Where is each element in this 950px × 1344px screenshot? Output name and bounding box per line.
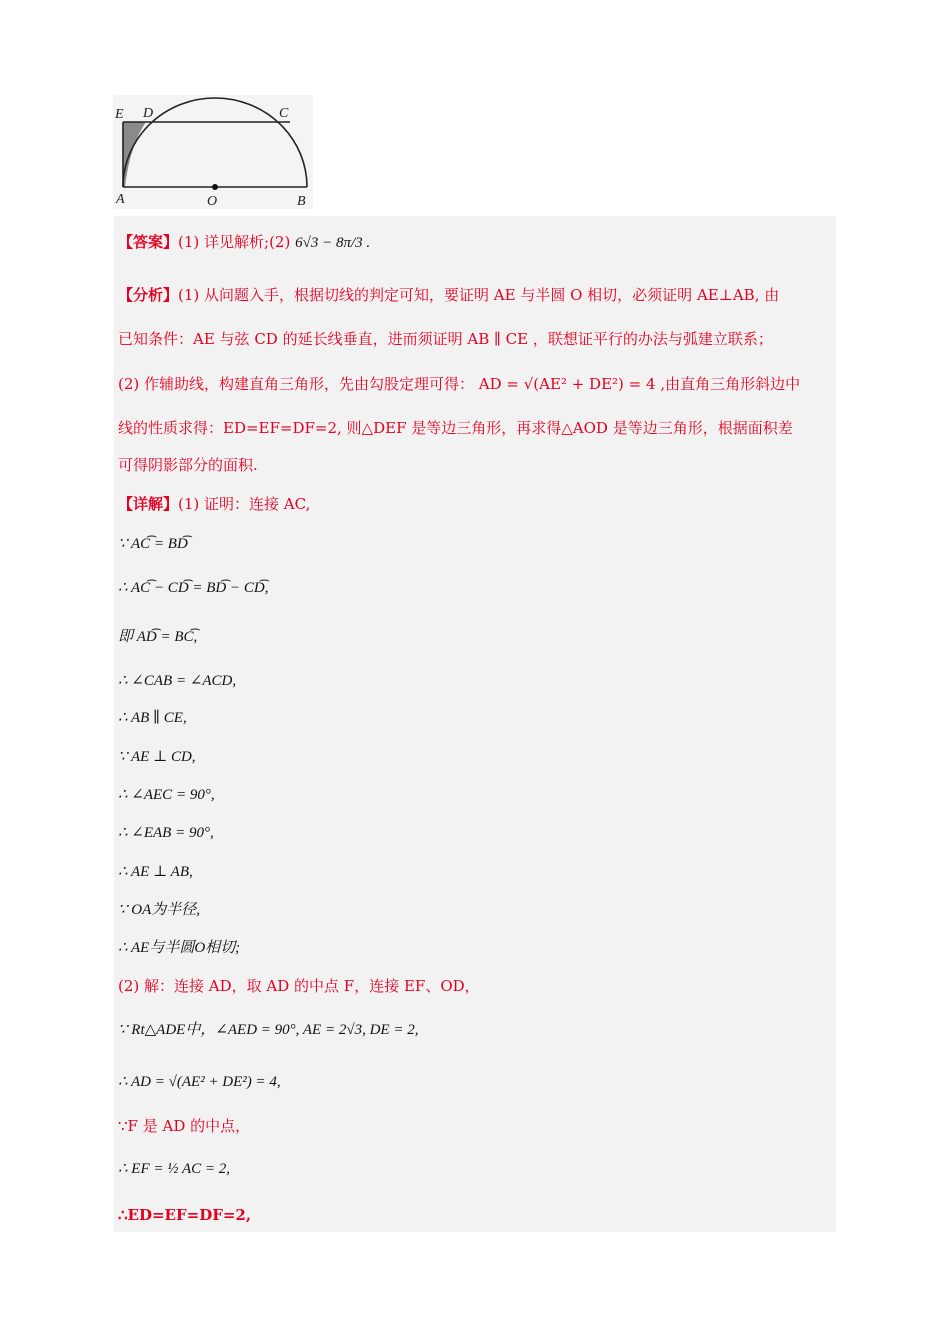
answer-formula: 6√3 − 8π/3 . [295, 235, 371, 251]
center-point [212, 184, 218, 190]
label-a: A [116, 192, 125, 207]
detail-intro: (1) 证明：连接 AC, [178, 495, 311, 513]
step-1: ∵ AC͡ = BD͡ [118, 536, 188, 552]
step-4: ∴ ∠CAB = ∠ACD, [118, 673, 237, 689]
label-b: B [297, 194, 306, 209]
label-o: O [207, 194, 218, 209]
analysis-text-1: (1) 从问题入手，根据切线的判定可知，要证明 AE 与半圆 O 相切，必须证明 AE⊥AB, 由 [178, 286, 780, 304]
detail-intro-line [118, 494, 310, 514]
answer-line [118, 232, 370, 253]
analysis-line-5: 可得阴影部分的面积. [118, 456, 258, 474]
part2-step-2: ∴ AD = √(AE² + DE²) = 4, [118, 1074, 281, 1090]
part2-step-4: ∴ EF = ½ AC = 2, [118, 1161, 231, 1177]
part2-step-1: ∵ Rt△ADE中，∠AED = 90°, AE = 2√3, DE = 2, [118, 1022, 419, 1038]
label-c: C [279, 106, 289, 121]
label-e: E [115, 107, 124, 122]
part2-step-5: ∴ED=EF=DF=2, [118, 1206, 252, 1224]
analysis-line-3: (2) 作辅助线，构建直角三角形，先由勾股定理可得： AD = √(AE² + DE²) = 4 ,由直角三角形斜边中 [118, 375, 801, 393]
step-11: ∴ AE与半圆O相切; [118, 940, 241, 956]
analysis-tag: 【分析】 [118, 286, 179, 304]
part2-intro: (2) 解：连接 AD，取 AD 的中点 F，连接 EF、OD， [118, 977, 480, 995]
step-8: ∴ ∠EAB = 90°, [118, 825, 214, 841]
part2-step-3: ∵F 是 AD 的中点， [118, 1117, 251, 1135]
step-3: 即 AD͡ = BC͡, [118, 629, 198, 645]
step-9: ∴ AE ⊥ AB, [118, 864, 193, 880]
analysis-line-2: 已知条件：AE 与弦 CD 的延长线垂直，进而须证明 AB ∥ CE ，联想证平行的办法与弧建立联系； [118, 330, 773, 348]
semicircle-figure [113, 95, 313, 209]
analysis-line-1 [118, 285, 779, 305]
step-2: ∴ AC͡ − CD͡ = BD͡ − CD͡, [118, 580, 269, 596]
step-6: ∵ AE ⊥ CD, [118, 749, 196, 765]
step-7: ∴ ∠AEC = 90°, [118, 787, 215, 803]
step-5: ∴ AB ∥ CE, [118, 710, 187, 726]
step-10: ∵ OA为半径, [118, 902, 201, 918]
detail-tag: 【详解】 [118, 495, 179, 513]
label-d: D [143, 106, 154, 121]
answer-text: (1) 详见解析;(2) [178, 233, 291, 251]
answer-tag: 【答案】 [118, 233, 179, 251]
analysis-line-4: 线的性质求得：ED=EF=DF=2, 则△DEF 是等边三角形，再求得△AOD 是等边三角形，根据面积差 [118, 419, 793, 437]
